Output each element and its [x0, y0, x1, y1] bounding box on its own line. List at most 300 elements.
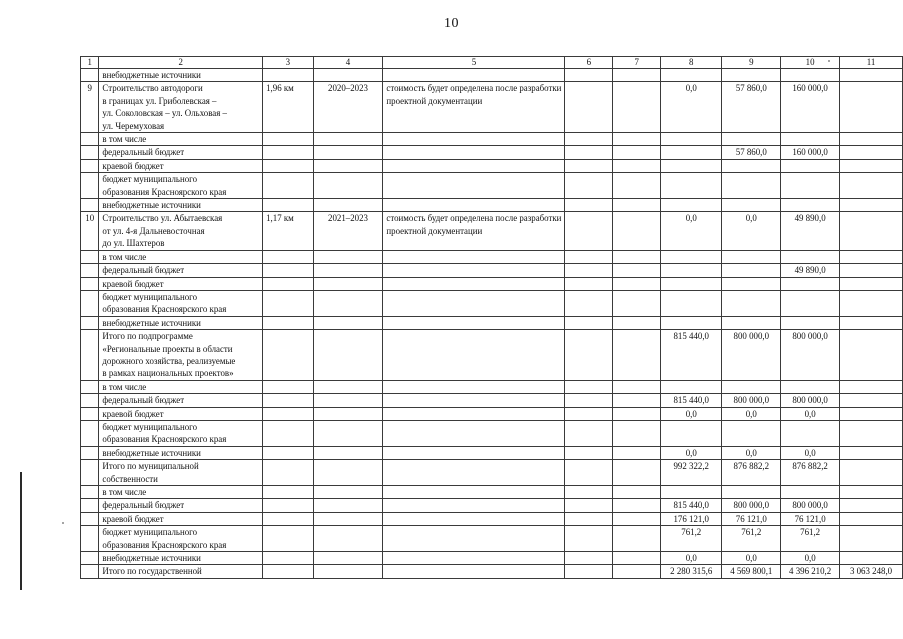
empty-cell-7 — [613, 512, 661, 525]
name-cell-line: образования Красноярского края — [102, 434, 227, 445]
cost-note-cell — [383, 380, 565, 393]
value-cell-9: 57 860,0 — [722, 82, 781, 133]
period-cell — [313, 316, 383, 329]
empty-cell-6 — [565, 499, 613, 512]
value-cell-8: 0,0 — [661, 212, 722, 250]
name-cell — [99, 446, 263, 459]
name-cell-line: образования Красноярского края — [102, 186, 227, 197]
page-number: 10 — [444, 16, 459, 31]
length-cell — [263, 199, 313, 212]
length-cell — [263, 173, 313, 199]
name-cell — [99, 69, 263, 82]
value-cell-9 — [722, 420, 781, 446]
name-cell-line: образования Красноярского края — [102, 539, 227, 550]
table-row — [81, 69, 903, 82]
table-row — [81, 277, 903, 290]
cost-note-cell — [383, 277, 565, 290]
column-header: 6 — [565, 57, 613, 69]
value-cell-11 — [840, 82, 903, 133]
length-cell — [263, 512, 313, 525]
period-cell — [313, 499, 383, 512]
value-cell-10: 0,0 — [781, 552, 840, 565]
period-cell — [313, 290, 383, 316]
period-cell — [313, 264, 383, 277]
empty-cell-7 — [613, 330, 661, 381]
value-cell-8 — [661, 159, 722, 172]
value-cell-11: 3 063 248,0 — [840, 565, 903, 578]
value-cell-10 — [781, 277, 840, 290]
length-cell — [263, 69, 313, 82]
row-number-cell — [81, 486, 99, 499]
cost-note-cell — [383, 199, 565, 212]
name-cell-line: дорожного хозяйства, реализуемые — [102, 355, 236, 366]
period-cell — [313, 277, 383, 290]
empty-cell-6 — [565, 552, 613, 565]
value-cell-9: 876 882,2 — [722, 460, 781, 486]
cost-note-cell — [383, 512, 565, 525]
value-cell-8 — [661, 290, 722, 316]
name-cell-line: внебюджетные источники — [102, 447, 201, 458]
value-cell-9: 761,2 — [722, 526, 781, 552]
value-cell-9 — [722, 277, 781, 290]
value-cell-10 — [781, 250, 840, 263]
length-cell — [263, 407, 313, 420]
table-row — [81, 250, 903, 263]
name-cell — [99, 486, 263, 499]
value-cell-9 — [722, 380, 781, 393]
value-cell-10: 49 890,0 — [781, 212, 840, 250]
value-cell-9: 0,0 — [722, 407, 781, 420]
value-cell-10: 4 396 210,2 — [781, 565, 840, 578]
empty-cell-7 — [613, 277, 661, 290]
row-number-cell — [81, 146, 99, 159]
empty-cell-6 — [565, 407, 613, 420]
length-cell — [263, 159, 313, 172]
name-cell-line: бюджет муниципального — [102, 421, 198, 432]
name-cell-line: краевой бюджет — [102, 513, 164, 524]
value-cell-11 — [840, 380, 903, 393]
cost-note-cell — [383, 69, 565, 82]
cost-note-cell — [383, 330, 565, 381]
table-row — [81, 173, 903, 199]
table-row — [81, 290, 903, 316]
period-cell — [313, 565, 383, 578]
value-cell-8: 761,2 — [661, 526, 722, 552]
row-number-cell — [81, 526, 99, 552]
value-cell-10: 800 000,0 — [781, 330, 840, 381]
period-cell — [313, 512, 383, 525]
value-cell-9 — [722, 199, 781, 212]
name-cell-line: образования Красноярского края — [102, 304, 227, 315]
cost-note-cell — [383, 446, 565, 459]
empty-cell-7 — [613, 69, 661, 82]
column-number-row — [81, 57, 903, 69]
period-cell — [313, 250, 383, 263]
value-cell-10 — [781, 159, 840, 172]
name-cell-line: в том числе — [102, 381, 147, 392]
empty-cell-6 — [565, 69, 613, 82]
value-cell-11 — [840, 264, 903, 277]
name-cell — [99, 565, 263, 578]
row-number-cell — [81, 420, 99, 446]
value-cell-11 — [840, 133, 903, 146]
empty-cell-7 — [613, 499, 661, 512]
name-cell — [99, 407, 263, 420]
value-cell-8 — [661, 199, 722, 212]
empty-cell-7 — [613, 394, 661, 407]
value-cell-8 — [661, 69, 722, 82]
value-cell-8: 815 440,0 — [661, 499, 722, 512]
value-cell-10: 800 000,0 — [781, 499, 840, 512]
row-number-cell — [81, 159, 99, 172]
empty-cell-7 — [613, 552, 661, 565]
cost-note-cell — [383, 552, 565, 565]
column-header: 2 — [99, 57, 263, 69]
name-cell-line: в границах ул. Гриболевская – — [102, 95, 217, 106]
period-cell — [313, 460, 383, 486]
value-cell-11 — [840, 552, 903, 565]
length-cell — [263, 277, 313, 290]
value-cell-11 — [840, 460, 903, 486]
value-cell-8 — [661, 173, 722, 199]
table-row — [81, 407, 903, 420]
length-cell — [263, 264, 313, 277]
period-cell — [313, 552, 383, 565]
name-cell — [99, 420, 263, 446]
empty-cell-7 — [613, 82, 661, 133]
cost-note-cell — [383, 146, 565, 159]
row-number-cell — [81, 512, 99, 525]
name-cell — [99, 212, 263, 250]
length-cell — [263, 133, 313, 146]
scan-speck — [62, 522, 64, 524]
name-cell-line: в рамках национальных проектов» — [102, 368, 234, 379]
period-cell — [313, 380, 383, 393]
value-cell-8: 992 322,2 — [661, 460, 722, 486]
value-cell-8: 0,0 — [661, 82, 722, 133]
empty-cell-6 — [565, 446, 613, 459]
period-cell — [313, 407, 383, 420]
empty-cell-7 — [613, 290, 661, 316]
empty-cell-6 — [565, 212, 613, 250]
value-cell-11 — [840, 69, 903, 82]
empty-cell-7 — [613, 565, 661, 578]
name-cell-line: федеральный бюджет — [102, 147, 185, 158]
column-header: 5 — [383, 57, 565, 69]
cost-note-cell-line: стоимость будет определена после разработки — [386, 83, 562, 94]
table-row — [81, 212, 903, 250]
length-cell: 1,17 км — [263, 212, 313, 250]
empty-cell-7 — [613, 199, 661, 212]
name-cell-line: федеральный бюджет — [102, 395, 185, 406]
row-number-cell — [81, 277, 99, 290]
table-row — [81, 199, 903, 212]
name-cell-line: Итого по муниципальной — [102, 461, 199, 472]
name-cell — [99, 330, 263, 381]
value-cell-11 — [840, 446, 903, 459]
value-cell-10: 800 000,0 — [781, 394, 840, 407]
name-cell-line: от ул. 4-я Дальневосточная — [102, 225, 205, 236]
name-cell-line: бюджет муниципального — [102, 527, 198, 538]
table-row — [81, 82, 903, 133]
name-cell-line: в том числе — [102, 487, 147, 497]
table-row — [81, 486, 903, 499]
value-cell-10 — [781, 420, 840, 446]
cost-note-cell-line: проектной документации — [386, 95, 483, 106]
period-cell — [313, 526, 383, 552]
table-row — [81, 159, 903, 172]
cost-note-cell — [383, 264, 565, 277]
value-cell-11 — [840, 146, 903, 159]
period-cell — [313, 173, 383, 199]
name-cell — [99, 499, 263, 512]
cost-note-cell — [383, 212, 565, 250]
value-cell-10: 76 121,0 — [781, 512, 840, 525]
row-number-cell — [81, 552, 99, 565]
value-cell-10: 0,0 — [781, 446, 840, 459]
name-cell-line: внебюджетные источники — [102, 553, 201, 564]
value-cell-9 — [722, 69, 781, 82]
value-cell-9 — [722, 250, 781, 263]
value-cell-8: 0,0 — [661, 552, 722, 565]
name-cell — [99, 250, 263, 263]
column-header: 9 — [722, 57, 781, 69]
value-cell-9: 0,0 — [722, 552, 781, 565]
empty-cell-7 — [613, 407, 661, 420]
row-number-cell — [81, 380, 99, 393]
value-cell-10 — [781, 173, 840, 199]
empty-cell-6 — [565, 394, 613, 407]
table-row — [81, 552, 903, 565]
name-cell-line: в том числе — [102, 134, 147, 145]
value-cell-8: 0,0 — [661, 446, 722, 459]
cost-note-cell — [383, 499, 565, 512]
name-cell — [99, 380, 263, 393]
period-cell — [313, 486, 383, 499]
length-cell — [263, 330, 313, 381]
empty-cell-6 — [565, 316, 613, 329]
name-cell-line: Итого по подпрограмме — [102, 331, 193, 342]
name-cell — [99, 394, 263, 407]
row-number-cell: 9 — [81, 82, 99, 133]
value-cell-10: 160 000,0 — [781, 82, 840, 133]
value-cell-10 — [781, 69, 840, 82]
value-cell-9 — [722, 486, 781, 499]
name-cell-line: до ул. Шахтеров — [102, 238, 165, 249]
length-cell — [263, 380, 313, 393]
value-cell-8 — [661, 250, 722, 263]
row-number-cell — [81, 250, 99, 263]
name-cell-line: внебюджетные источники — [102, 317, 201, 328]
row-number-cell — [81, 290, 99, 316]
value-cell-8: 815 440,0 — [661, 394, 722, 407]
name-cell-line: ул. Соколовская – ул. Ольховая – — [102, 108, 227, 119]
period-cell — [313, 133, 383, 146]
empty-cell-6 — [565, 264, 613, 277]
length-cell — [263, 526, 313, 552]
table-row — [81, 380, 903, 393]
table-row — [81, 133, 903, 146]
row-number-cell — [81, 264, 99, 277]
cost-note-cell — [383, 82, 565, 133]
scan-margin-line — [20, 472, 22, 590]
name-cell-line: федеральный бюджет — [102, 265, 185, 276]
column-header: 11 — [840, 57, 903, 69]
value-cell-9: 800 000,0 — [722, 499, 781, 512]
value-cell-8 — [661, 264, 722, 277]
value-cell-11 — [840, 277, 903, 290]
name-cell — [99, 526, 263, 552]
cost-note-cell — [383, 133, 565, 146]
value-cell-9 — [722, 173, 781, 199]
value-cell-8: 0,0 — [661, 407, 722, 420]
row-number-cell — [81, 394, 99, 407]
table-row — [81, 264, 903, 277]
length-cell: 1,96 км — [263, 82, 313, 133]
name-cell — [99, 173, 263, 199]
row-number-cell — [81, 316, 99, 329]
empty-cell-7 — [613, 212, 661, 250]
name-cell-line: «Региональные проекты в области — [102, 343, 233, 354]
length-cell — [263, 499, 313, 512]
value-cell-9: 57 860,0 — [722, 146, 781, 159]
cost-note-cell — [383, 526, 565, 552]
length-cell — [263, 250, 313, 263]
row-number-cell — [81, 499, 99, 512]
period-cell — [313, 69, 383, 82]
name-cell — [99, 277, 263, 290]
table-row — [81, 565, 903, 578]
empty-cell-6 — [565, 133, 613, 146]
empty-cell-6 — [565, 512, 613, 525]
period-cell — [313, 420, 383, 446]
value-cell-8 — [661, 380, 722, 393]
name-cell-line: в том числе — [102, 251, 147, 262]
name-cell-line: внебюджетные источники — [102, 70, 201, 80]
empty-cell-6 — [565, 290, 613, 316]
empty-cell-7 — [613, 380, 661, 393]
empty-cell-7 — [613, 420, 661, 446]
row-number-cell — [81, 330, 99, 381]
row-number-cell — [81, 133, 99, 146]
column-header: 10 — [781, 57, 840, 69]
length-cell — [263, 420, 313, 446]
empty-cell-6 — [565, 250, 613, 263]
name-cell-line: краевой бюджет — [102, 160, 164, 171]
cost-note-cell-line: стоимость будет определена после разработки — [386, 213, 562, 224]
cost-note-cell — [383, 173, 565, 199]
cost-note-cell — [383, 460, 565, 486]
length-cell — [263, 394, 313, 407]
value-cell-9 — [722, 159, 781, 172]
value-cell-10: 160 000,0 — [781, 146, 840, 159]
cost-note-cell — [383, 316, 565, 329]
name-cell-line: внебюджетные источники — [102, 200, 201, 211]
name-cell — [99, 460, 263, 486]
table-row — [81, 460, 903, 486]
length-cell — [263, 290, 313, 316]
value-cell-8 — [661, 316, 722, 329]
row-number-cell — [81, 565, 99, 578]
value-cell-11 — [840, 212, 903, 250]
period-cell — [313, 199, 383, 212]
cost-note-cell — [383, 420, 565, 446]
name-cell — [99, 146, 263, 159]
length-cell — [263, 446, 313, 459]
row-number-cell: 10 — [81, 212, 99, 250]
name-cell — [99, 552, 263, 565]
empty-cell-6 — [565, 146, 613, 159]
length-cell — [263, 552, 313, 565]
empty-cell-7 — [613, 173, 661, 199]
period-cell — [313, 146, 383, 159]
value-cell-11 — [840, 316, 903, 329]
name-cell — [99, 316, 263, 329]
period-cell — [313, 446, 383, 459]
value-cell-8 — [661, 277, 722, 290]
column-header: 8 — [661, 57, 722, 69]
value-cell-8: 176 121,0 — [661, 512, 722, 525]
value-cell-9 — [722, 290, 781, 316]
name-cell-line: краевой бюджет — [102, 408, 164, 419]
value-cell-11 — [840, 394, 903, 407]
value-cell-10: 49 890,0 — [781, 264, 840, 277]
empty-cell-7 — [613, 526, 661, 552]
empty-cell-7 — [613, 250, 661, 263]
value-cell-11 — [840, 407, 903, 420]
name-cell — [99, 159, 263, 172]
empty-cell-6 — [565, 159, 613, 172]
value-cell-8 — [661, 133, 722, 146]
value-cell-9 — [722, 133, 781, 146]
name-cell-line: Строительство автодороги — [102, 83, 203, 94]
value-cell-8 — [661, 486, 722, 499]
value-cell-10 — [781, 380, 840, 393]
period-cell — [313, 159, 383, 172]
name-cell — [99, 290, 263, 316]
name-cell — [99, 199, 263, 212]
name-cell — [99, 512, 263, 525]
value-cell-11 — [840, 499, 903, 512]
value-cell-11 — [840, 420, 903, 446]
cost-note-cell — [383, 290, 565, 316]
value-cell-11 — [840, 486, 903, 499]
empty-cell-6 — [565, 420, 613, 446]
empty-cell-6 — [565, 380, 613, 393]
name-cell-line: бюджет муниципального — [102, 174, 198, 185]
column-header: 7 — [613, 57, 661, 69]
cost-note-cell — [383, 394, 565, 407]
length-cell — [263, 460, 313, 486]
name-cell-line: собственности — [102, 473, 158, 484]
cost-note-cell — [383, 565, 565, 578]
empty-cell-7 — [613, 460, 661, 486]
row-number-cell — [81, 69, 99, 82]
name-cell — [99, 133, 263, 146]
length-cell — [263, 146, 313, 159]
empty-cell-7 — [613, 133, 661, 146]
cost-note-cell — [383, 407, 565, 420]
value-cell-10: 761,2 — [781, 526, 840, 552]
value-cell-11 — [840, 290, 903, 316]
table-row — [81, 499, 903, 512]
name-cell — [99, 264, 263, 277]
name-cell-line: Строительство ул. Абытаевская — [102, 213, 223, 224]
empty-cell-7 — [613, 159, 661, 172]
period-cell: 2020–2023 — [313, 82, 383, 133]
value-cell-11 — [840, 250, 903, 263]
row-number-cell — [81, 460, 99, 486]
